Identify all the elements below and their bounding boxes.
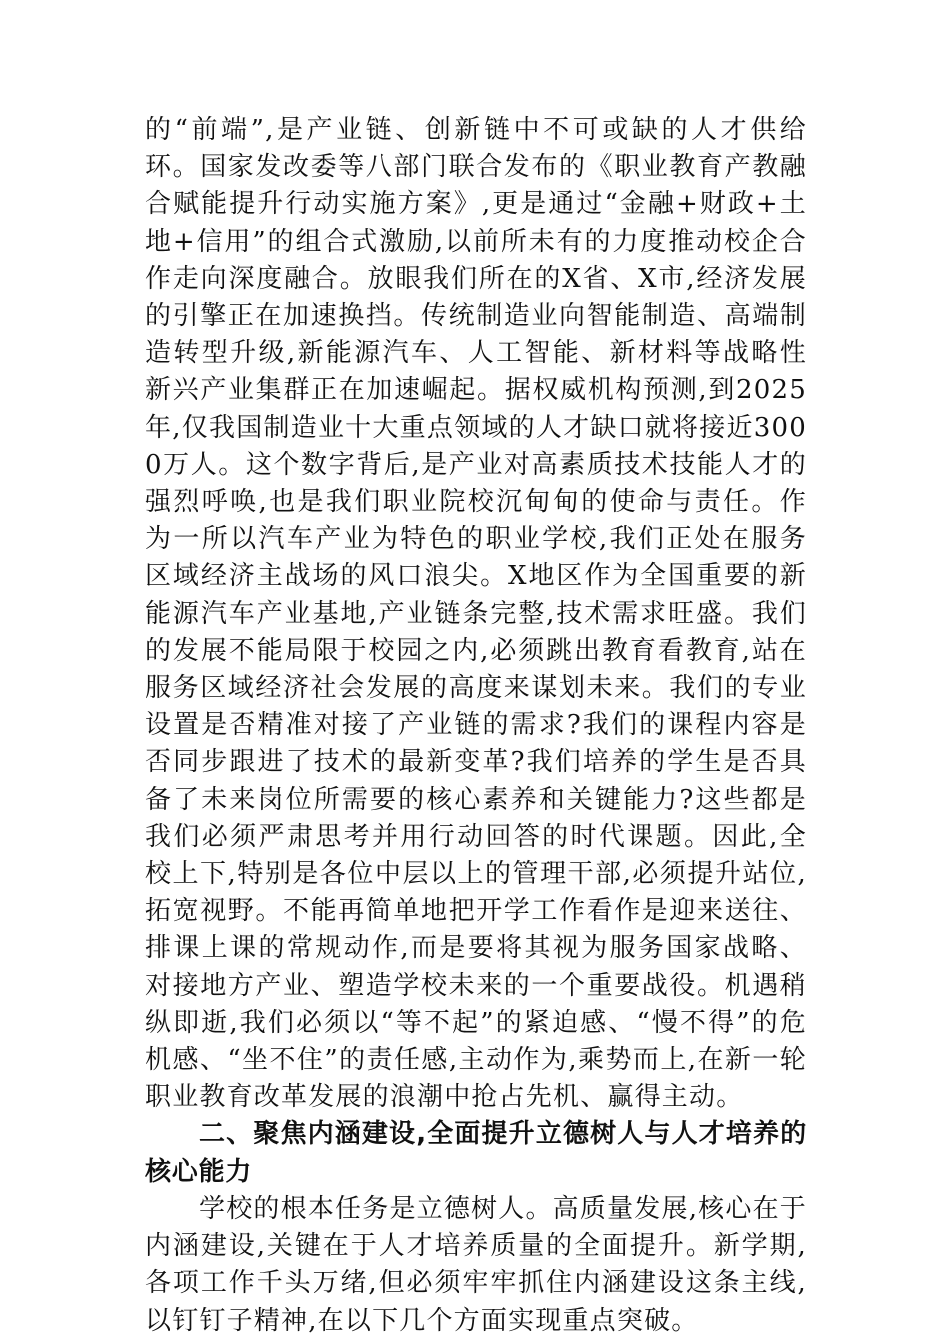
- body-paragraph: 学校的根本任务是立德树人。高质量发展,核心在于内涵建设,关键在于人才培养质量的全面提升。新学期,各项工作千头万绪,但必须牢牢抓住内涵建设这条主线,以钉钉子精神,在以下几个方面实现重点突破。: [145, 1193, 807, 1336]
- body-paragraph: 的“前端”,是产业链、创新链中不可或缺的人才供给环。国家发改委等八部门联合发布的《职业教育产教融合赋能提升行动实施方案》,更是通过“金融+财政+土地+信用”的组合式激励,以前所未有的力度推动校企合作走向深度融合。放眼我们所在的X省、X市,经济发展的引擎正在加速换挡。传统制造业向智能制造、高端制造转型升级,新能源汽车、人工智能、新材料等战略性新兴产业集群正在加速崛起。据权威机构预测,到2025年,仅我国制造业十大重点领域的人才缺口就将接近3000万人。这个数字背后,是产业对高素质技术技能人才的强烈呼唤,也是我们职业院校沉甸甸的使命与责任。作为一所以汽车产业为特色的职业学校,我们正处在服务区域经济主战场的风口浪尖。X地区作为全国重要的新能源汽车产业基地,产业链条完整,技术需求旺盛。我们的发展不能局限于校园之内,必须跳出教育看教育,站在服务区域经济社会发展的高度来谋划未来。我们的专业设置是否精准对接了产业链的需求?我们的课程内容是否同步跟进了技术的最新变革?我们培养的学生是否具备了未来岗位所需要的核心素养和关键能力?这些都是我们必须严肃思考并用行动回答的时代课题。因此,全校上下,特别是各位中层以上的管理干部,必须提升站位,拓宽视野。不能再简单地把开学工作看作是迎来送往、排课上课的常规动作,而是要将其视为服务国家战略、对接地方产业、塑造学校未来的一个重要战役。机遇稍纵即逝,我们必须以“等不起”的紧迫感、“慢不得”的危机感、“坐不住”的责任感,主动作为,乘势而上,在新一轮职业教育改革发展的浪潮中抢占先机、赢得主动。: [145, 115, 807, 1113]
- document-page: [145, 112, 807, 1340]
- section-heading: 二、聚焦内涵建设,全面提升立德树人与人才培养的核心能力: [145, 1119, 807, 1187]
